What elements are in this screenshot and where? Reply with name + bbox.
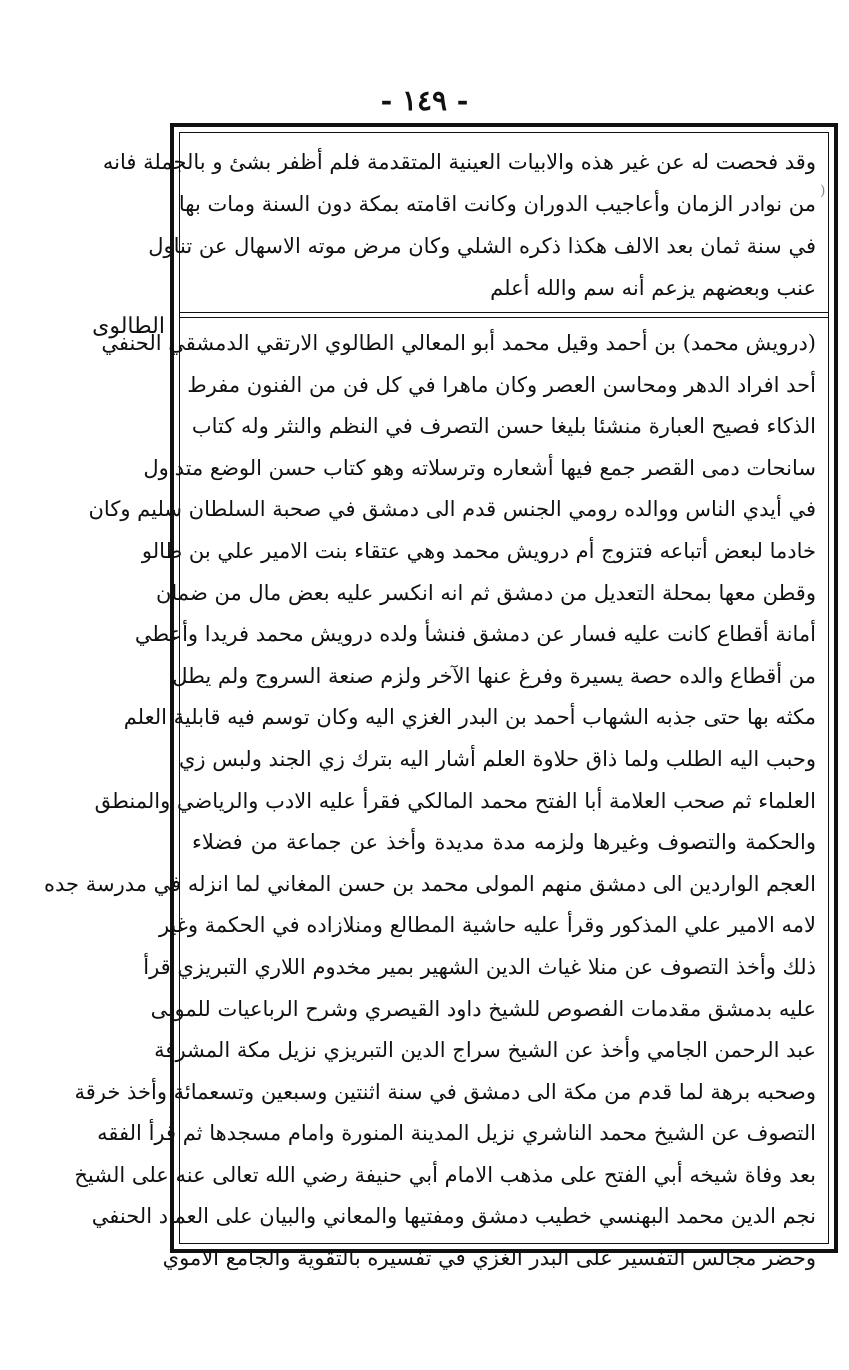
main-section-line: (درويش محمد) بن أحمد وقيل محمد أبو المعالي الطالوي الارتقي الدمشقي الحنفي	[101, 331, 816, 355]
main-section-line: وحبب اليه الطلب ولما ذاق حلاوة العلم أشار اليه بترك زي الجند ولبس زي	[178, 746, 816, 771]
main-section-line: نجم الدين محمد البهنسي خطيب دمشق ومفتيها والمعاني والبيان على العماد الحنفي	[91, 1204, 816, 1229]
main-section-line: خادما لبعض أتباعه فتزوج أم درويش محمد وهي عتقاء بنت الامير علي بن طالو	[141, 538, 816, 563]
main-section-line: أمانة أقطاع كانت عليه فسار عن دمشق فنشأ ولده درويش محمد فريدا وأعطي	[134, 622, 816, 647]
main-section-line: أحد افراد الدهر ومحاسن العصر وكان ماهرا في كل فن من الفنون مفرط	[187, 372, 816, 397]
main-section-line: وحضر مجالس التفسير على البدر الغزي في تفسيره بالتقوية والجامع الاموي	[162, 1246, 816, 1271]
main-section-line: العلماء ثم صحب العلامة أبا الفتح محمد المالكي فقرأ عليه الادب والرياضي والمنطق	[94, 788, 816, 813]
top-section-line: وقد فحصت له عن غير هذه والابيات العينية المتقدمة فلم أظفر بشئ و بالجملة فانه	[102, 150, 816, 174]
main-section-line: لامه الامير علي المذكور وقرأ عليه حاشية المطالع ومنلازاده في الحكمة وغير	[158, 913, 816, 938]
main-section-line: عليه بدمشق مقدمات الفصوص للشيخ داود القيصري وشرح الرباعيات للمولى	[150, 996, 816, 1021]
section-divider	[180, 312, 828, 313]
section-divider-second	[180, 317, 828, 318]
main-section-line: الذكاء فصيح العبارة منشئا بليغا حسن التصرف في النظم والنثر وله كتاب	[191, 414, 816, 439]
main-section-line: في أيدي الناس ووالده رومي الجنس قدم الى دمشق في صحبة السلطان سليم وكان	[88, 497, 816, 522]
main-section-line: العجم الواردين الى دمشق منهم المولى محمد بن حسن المغاني لما انزله في مدرسة جده	[44, 871, 816, 896]
main-section-line: سانحات دمى القصر جمع فيها أشعاره وترسلاته وهو كتاب حسن الوضع متداول	[143, 455, 816, 480]
main-section-line: عبد الرحمن الجامي وأخذ عن الشيخ سراج الدين التبريزي نزيل مكة المشرفة	[154, 1038, 816, 1063]
main-section-line: والحكمة والتصوف وغيرها ولزمه مدة مديدة وأخذ عن جماعة من فضلاء	[192, 830, 816, 855]
top-section-line: عنب وبعضهم يزعم أنه سم والله أعلم	[490, 276, 816, 300]
margin-note: الطالوى	[92, 314, 165, 339]
main-section-line: وقطن معها بمحلة التعديل من دمشق ثم انه انكسر عليه بعض مال من ضمان	[155, 580, 816, 605]
top-section-line: من نوادر الزمان وأعاجيب الدوران وكانت اقامته بمكة دون السنة ومات بها	[178, 192, 816, 216]
main-section-line: ذلك وأخذ التصوف عن منلا غياث الدين الشهير بمير مخدوم اللاري التبريزي قرأ	[143, 954, 816, 979]
top-section-line: في سنة ثمان بعد الالف هكذا ذكره الشلي وكان مرض موته الاسهال عن تناول	[148, 234, 816, 258]
main-section-line: بعد وفاة شيخه أبي الفتح على مذهب الامام أبي حنيفة رضي الله تعالى عنه على الشيخ	[74, 1162, 816, 1187]
main-section-line: وصحبه برهة لما قدم من مكة الى دمشق في سنة اثنتين وسبعين وتسعمائة وأخذ خرقة	[74, 1079, 816, 1104]
margin-mark: )	[820, 183, 826, 199]
main-section-line: مكثه بها حتى جذبه الشهاب أحمد بن البدر الغزي اليه وكان توسم فيه قابلية العلم	[123, 705, 816, 730]
page-number: - ١٤٩ -	[380, 84, 469, 117]
main-section-line: من أقطاع والده حصة يسيرة وفرغ عنها الآخر ولزم صنعة السروج ولم يطل	[172, 663, 816, 688]
main-section-line: التصوف عن الشيخ محمد الناشري نزيل المدينة المنورة وامام مسجدها ثم قرأ الفقه	[97, 1121, 816, 1146]
top-text-block	[102, 141, 828, 311]
